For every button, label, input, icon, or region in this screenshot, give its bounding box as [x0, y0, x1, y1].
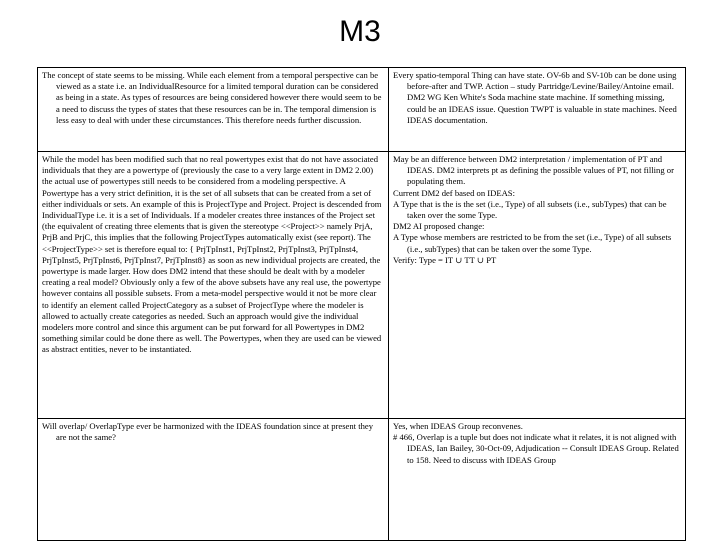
issue-cell [38, 152, 389, 419]
resolution-cell [389, 68, 686, 152]
slide-title: M3 [339, 15, 381, 48]
resolution-text: # 466, Overlap is a tuple but does not indicate what it relates, it is not aligned with IDEAS, Ian Bailey, 30-Oct-09, Adjudication -- Consult IDEAS Group. Related to 158. Need to discuss with IDEAS Group [393, 432, 679, 465]
resolution-text: A Type whose members are restricted to be from the set (i.e., Type) of all subsets (i.e., subTypes) that can be taken over the some Type. [393, 232, 672, 254]
resolution-text: DM2 AI proposed change: [393, 221, 485, 232]
issue-text: Will overlap/ OverlapType ever be harmonized with the IDEAS foundation since at present they are not the same? [42, 421, 373, 443]
resolution-cell [389, 419, 686, 541]
resolution-text: Every spatio-temporal Thing can have state. OV-6b and SV-10b can be done using before-after and TWP. Action – study Partridge/Levine/Bailey/Antoine email. DM2 WG Ken White's Soda machine state machine. If something missing, could be an IDEAS issue. Question TWPT is valuable in state machines. Need IDEAS documentation. [393, 70, 677, 125]
table-row [38, 419, 686, 541]
resolution-text: May be an difference between DM2 interpretation / implementation of PT and IDEAS. DM2 interprets pt as defining the possible values of PT, not filling or populating them. [393, 154, 674, 187]
resolution-text: A Type that is the is the set (i.e., Type) of all subsets (i.e., subTypes) that can be taken over the some Type. [393, 198, 667, 221]
resolution-text: Verify: Type = IT ∪ TT ∪ PT [393, 254, 497, 265]
resolution-cell [389, 152, 686, 419]
issue-cell [38, 419, 389, 541]
table-row [38, 152, 686, 419]
resolution-text: Current DM2 def based on IDEAS: [393, 187, 515, 198]
issue-text: The concept of state seems to be missing. While each element from a temporal perspective can be viewed as a state i.e. an IndividualResource for a limited temporal duration can be considered as being in a state. As types of resources are being considered however there would seem to be a need to discuss the types of states that these resources can be in. The temporal dimension is less easy to deal with under these circumstances. This therefore needs further discussion. [42, 70, 382, 125]
issue-text: While the model has been modified such that no real powertypes exist that do not have associated individuals that they are a powertype of (previously the case to a very large extent in DM2 2.00) the actual use of powertypes still needs to be considered from a modeling perspective. A Powertype has a very strict definition, it is the set of all subsets that can be created from a set of either individuals or sets. An example of this is ProjectType and Project. Project is descended from IndividualType i.e. it is a set of Individuals. If a modeler creates three instances of the Project set (the equivalent of creating three elements that is given the stereotype <<Project>> namely PrjA, PrjB and PrjC, this implies that the following ProjectTypes automatically exist (see report). The <<ProjectType>> set is therefore equal to: { PrjTpInst1, PrjTpInst2, PrjTpInst3, PrjTpInst4, PrjTpInst5, PrjTpInst6, PrjTpInst7, PrjTpInst8} as soon as new individual projects are created, the powertype is made larger. How does DM2 intend that these should be dealt with by a modeler creating a real model? Obviously only a few of the above subsets have any real use, the powertype however contains all possible subsets. From a meta-model perspective would it not be more clear to identify an element called ProjectCategory as a subset of ProjectType where the modeler is allowed to actually create categories as needed. Such an approach would give the individual modelers more control and since this argument can be put forward for all Powertypes in DM2 something similar could be done there as well. The Powertypes, when they are used can be viewed as abstract entities, never to be instantiated. [42, 154, 382, 355]
resolution-text: Yes, when IDEAS Group reconvenes. [393, 421, 523, 431]
issues-table [37, 67, 686, 541]
issue-cell [38, 68, 389, 152]
table-row [38, 68, 686, 152]
